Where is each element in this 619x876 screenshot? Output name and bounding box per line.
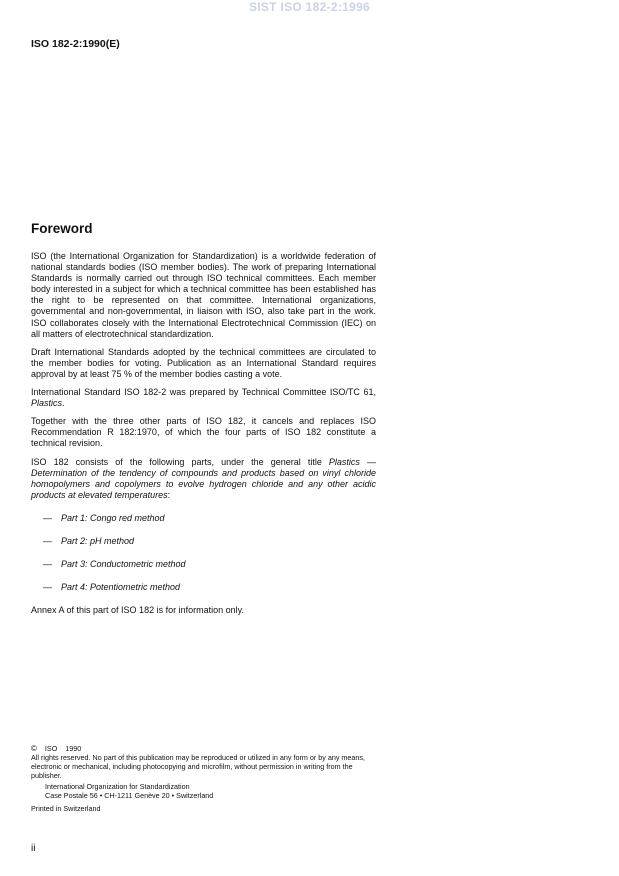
watermark: SIST ISO 182-2:1996 bbox=[248, 0, 371, 14]
address-line: Case Postale 56 • CH-1211 Genève 20 • Switzerland bbox=[45, 791, 214, 800]
printed-note: Printed in Switzerland bbox=[31, 804, 101, 813]
dash-icon: — bbox=[43, 535, 52, 546]
committee-title: Plastics bbox=[31, 398, 63, 409]
copyright-line bbox=[31, 744, 378, 753]
dash-icon: — bbox=[43, 581, 52, 592]
general-title: Plastics — Determination of the tendency of compounds and products based on vinyl chloride homopolymers and copolymers to evolve hydrogen chloride and any other acidic products at elevated temperatures bbox=[31, 456, 377, 500]
copyright-year: 1990 bbox=[65, 744, 82, 753]
annex-note: Annex A of this part of ISO 182 is for information only. bbox=[31, 604, 244, 615]
paragraph: ISO (the International Organization for Standardization) is a worldwide federation of national standards bodies (ISO member bodies). The work of preparing International Standards is normally carried out through ISO technical committees. Each member body interested in a subject for which a technical committee has been established has the right to be represented on that committee. International organizations, governmental and non-governmental, in liaison with ISO, also take part in the work. ISO collaborates closely with the International Electrotechnical Commission (IEC) on all matters of electrotechnical standardization. bbox=[31, 251, 376, 339]
dash-icon: — bbox=[43, 558, 52, 569]
address-line: International Organization for Standardization bbox=[45, 782, 190, 791]
paragraph: Together with the three other parts of ISO 182, it cancels and replaces ISO Recommendation R 182:1970, of which the four parts of ISO 182 constitute a technical revision. bbox=[31, 416, 376, 449]
copyright-notice: All rights reserved. No part of this publication may be reproduced or utilized in any form or by any means, electronic or mechanical, including photocopying and microfilm, without permission in writing from the publisher. bbox=[31, 753, 365, 780]
page-title: Foreword bbox=[31, 221, 93, 236]
copyright-icon: © bbox=[31, 744, 37, 753]
list-item: — Part 4: Potentiometric method bbox=[43, 581, 181, 592]
list-item: — Part 3: Conductometric method bbox=[43, 558, 186, 569]
parts-intro: ISO 182 consists of the following parts, under the general title Plastics — Determination of the tendency of compounds and products based on vinyl chloride homopolymers and copolymers to evolve hydrogen chloride and any other acidic products at elevated temperatures: bbox=[31, 456, 377, 500]
list-item: — Part 1: Congo red method bbox=[43, 512, 165, 523]
copyright-org: ISO bbox=[44, 744, 58, 753]
prepared-paragraph: International Standard ISO 182-2 was prepared by Technical Committee ISO/TC 61, Plastics. bbox=[31, 387, 376, 409]
paragraph: Draft International Standards adopted by the technical committees are circulated to the member bodies for voting. Publication as an International Standard requires approval by at least 75 % of the member bodies casting a vote. bbox=[31, 346, 376, 379]
document-id: ISO 182-2:1990(E) bbox=[31, 38, 120, 50]
parts-list bbox=[31, 513, 376, 593]
dash-icon: — bbox=[43, 512, 52, 523]
list-item: — Part 2: pH method bbox=[43, 535, 135, 546]
foreword-body bbox=[31, 251, 376, 623]
copyright-block bbox=[31, 744, 378, 813]
page-number: ii bbox=[31, 843, 36, 854]
